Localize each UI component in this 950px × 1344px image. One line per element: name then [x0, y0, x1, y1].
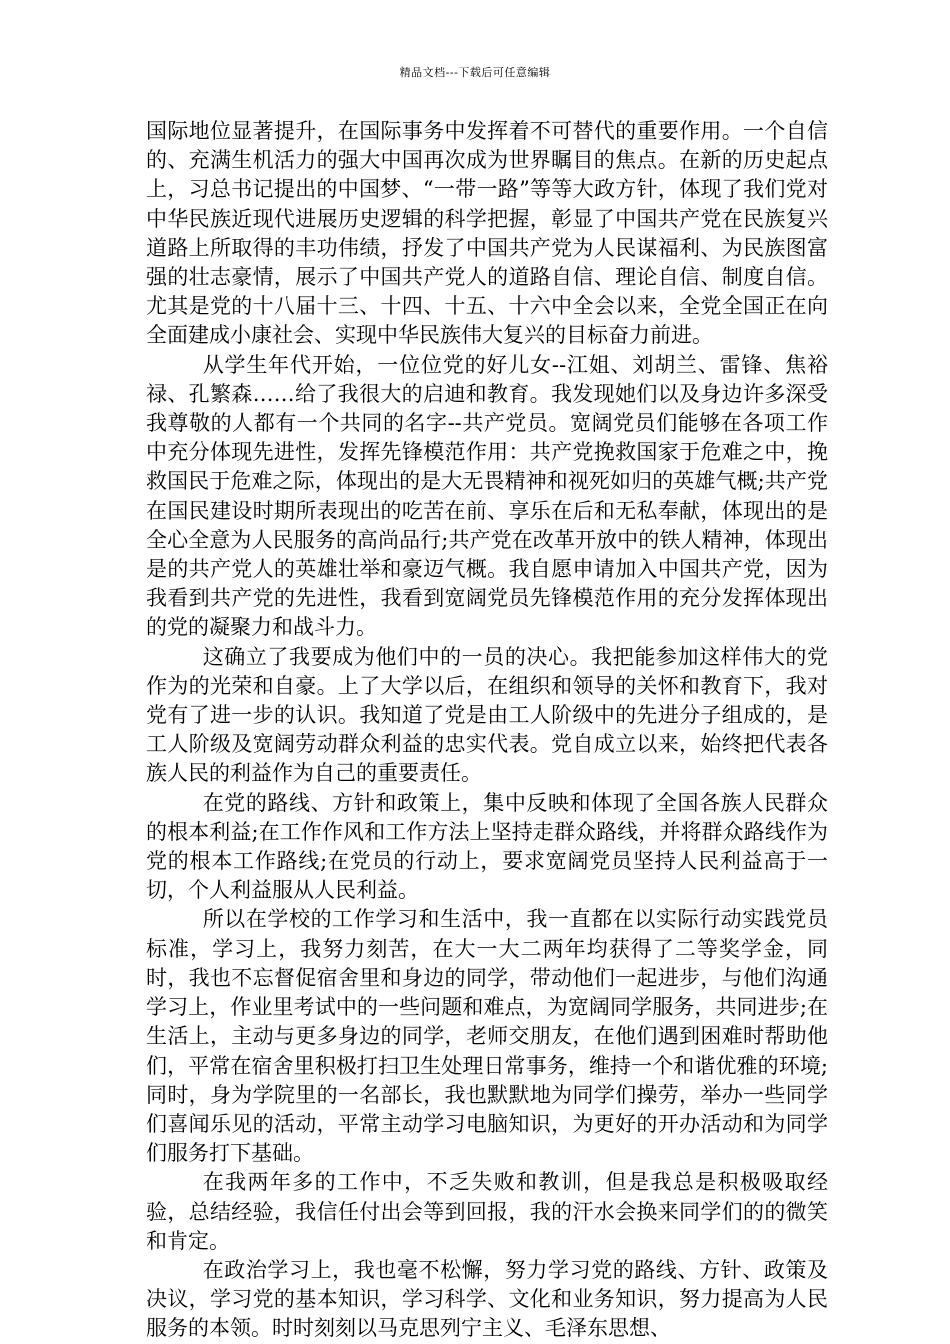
page-header: 精品文档---下载后可任意编辑 [399, 66, 551, 79]
paragraph-political-study: 在政治学习上，我也毫不松懈，努力学习党的路线、方针、政策及决议，学习党的基本知识，学习科学、文化和业务知识，努力提高为人民服务的本领。时时刻刻以马克思列宁主义、毛泽东思想、 [146, 1257, 828, 1341]
document-body [146, 117, 828, 1344]
paragraph-experience: 在我两年多的工作中，不乏失败和教训，但是我总是积极吸取经验，总结经验，我信任付出会等到回报，我的汗水会换来同学们的的微笑和肯定。 [146, 1170, 828, 1253]
paragraph-school-life: 所以在学校的工作学习和生活中，我一直都在以实际行动实践党员标准，学习上，我努力刻苦，在大一大二两年均获得了二等奖学金，同时，我也不忘督促宿舍里和身边的同学，带动他们一起进步，与他们沟通学习上，作业里考试中的一些问题和难点，为宽阔同学服务，共同进步;在生活上，主动与更多身边的同学，老师交朋友，在他们遇到困难时帮助他们，平常在宿舍里积极打扫卫生处理日常事务，维持一个和谐优雅的环境;同时，身为学院里的一名部长，我也默默地为同学们操劳，举办一些同学们喜闻乐见的活动，平常主动学习电脑知识，为更好的开办活动和为同学们服务打下基础。 [146, 907, 828, 1166]
paragraph-party-line: 在党的路线、方针和政策上，集中反映和体现了全国各族人民群众的根本利益;在工作作风和工作方法上坚持走群众路线，并将群众路线作为党的根本工作路线;在党员的行动上，要求宽阔党员坚持人民利益高于一切，个人利益服从人民利益。 [146, 790, 828, 903]
paragraph-determination: 这确立了我要成为他们中的一员的决心。我把能参加这样伟大的党作为的光荣和自豪。上了大学以后，在组织和领导的关怀和教育下，我对党有了进一步的认识。我知道了党是由工人阶级中的先进分子组成的，是工人阶级及宽阔劳动群众利益的忠实代表。党自成立以来，始终把代表各族人民的利益作为自己的重要责任。 [146, 644, 828, 786]
paragraph-party-role-models: 从学生年代开始，一位位党的好儿女--江姐、刘胡兰、雷锋、焦裕禄、孔繁森……给了我很大的启迪和教育。我发现她们以及身边许多深受我尊敬的人都有一个共同的名字--共产党员。宽阔党员们能够在各项工作中充分体现先进性，发挥先锋模范作用：共产党挽救国家于危难之中，挽救国民于危难之际，体现出的是大无畏精神和视死如归的英雄气概;共产党在国民建设时期所表现出的吃苦在前、享乐在后和无私奉献，体现出的是全心全意为人民服务的高尚品行;共产党在改革开放中的铁人精神，体现出是的共产党人的英雄壮举和豪迈气概。我自愿申请加入中国共产党，因为我看到共产党的先进性，我看到宽阔党员先锋模范作用的充分发挥体现出的党的凝聚力和战斗力。 [146, 352, 828, 640]
paragraph-continued: 国际地位显著提升，在国际事务中发挥着不可替代的重要作用。一个自信的、充满生机活力的强大中国再次成为世界瞩目的焦点。在新的历史起点上，习总书记提出的中国梦、“一带一路”等等大政方针，体现了我们党对中华民族近现代进展历史逻辑的科学把握，彰显了中国共产党在民族复兴道路上所取得的丰功伟绩，抒发了中国共产党为人民谋福利、为民族图富强的壮志豪情，展示了中国共产党人的道路自信、理论自信、制度自信。尤其是党的十八届十三、十四、十五、十六中全会以来，全党全国正在向全面建成小康社会、实现中华民族伟大复兴的目标奋力前进。 [146, 119, 828, 348]
